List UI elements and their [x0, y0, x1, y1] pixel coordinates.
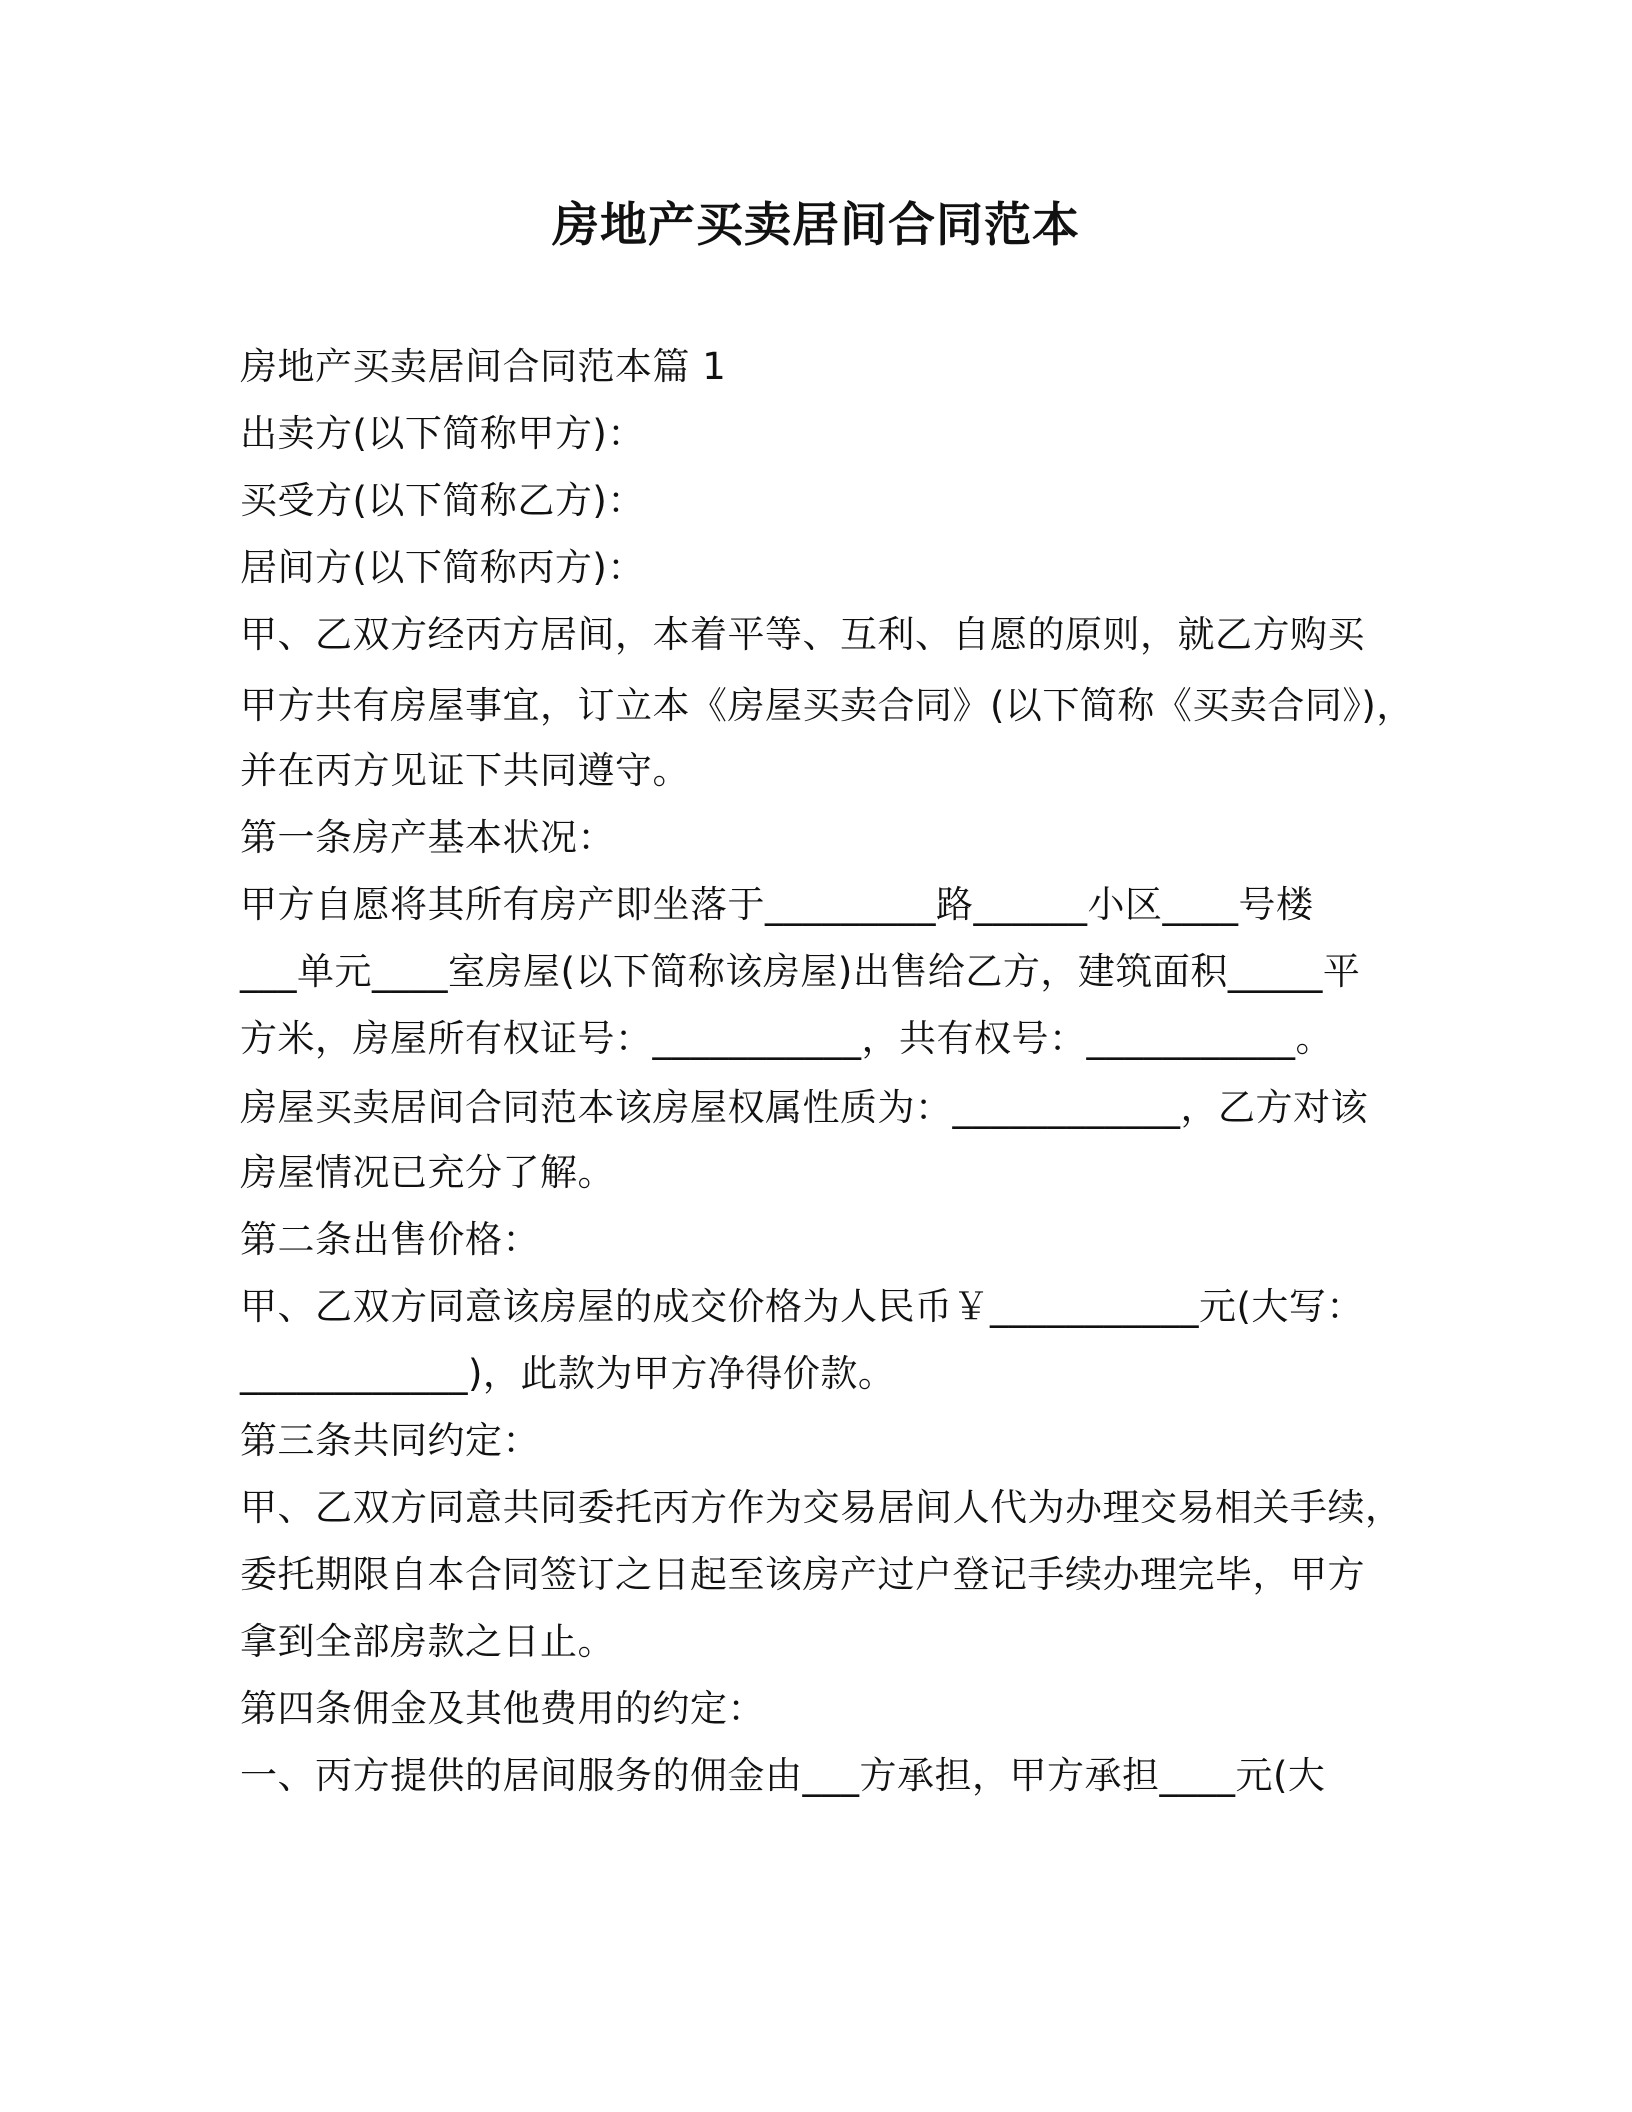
- preamble-line: 并在丙方见证下共同遵守。: [240, 749, 690, 792]
- article-text-line: 甲、乙双方同意共同委托丙方作为交易居间人代为办理交易相关手续，: [240, 1486, 1403, 1529]
- preamble-line: 甲方共有房屋事宜，订立本《房屋买卖合同》(以下简称《买卖合同》)，: [240, 684, 1414, 727]
- article-heading: 第三条共同约定：: [240, 1419, 540, 1462]
- article-heading: 第二条出售价格：: [240, 1218, 540, 1261]
- article-text-line: 方米，房屋所有权证号：___________，共有权号：___________。: [240, 1017, 1333, 1060]
- preamble-line: 甲、乙双方经丙方居间，本着平等、互利、自愿的原则，就乙方购买: [240, 613, 1365, 656]
- section-heading: 房地产买卖居间合同范本篇 1: [240, 345, 727, 388]
- broker-party-line: 居间方(以下简称丙方)：: [240, 546, 645, 589]
- article-text-line: 委托期限自本合同签订之日起至该房产过户登记手续办理完毕，甲方: [240, 1553, 1365, 1596]
- article-text-line: ____________)，此款为甲方净得价款。: [240, 1352, 896, 1395]
- document-title: 房地产买卖居间合同范本: [552, 198, 1080, 253]
- article-text-line: 房屋买卖居间合同范本该房屋权属性质为：____________，乙方对该: [240, 1086, 1368, 1129]
- buyer-party-line: 买受方(以下简称乙方)：: [240, 479, 645, 522]
- article-heading: 第四条佣金及其他费用的约定：: [240, 1687, 765, 1730]
- article-text-line: ___单元____室房屋(以下简称该房屋)出售给乙方，建筑面积_____平: [240, 950, 1361, 993]
- article-text-line: 拿到全部房款之日止。: [240, 1620, 615, 1663]
- article-heading: 第一条房产基本状况：: [240, 816, 615, 859]
- article-text-line: 一、丙方提供的居间服务的佣金由___方承担，甲方承担____元(大: [240, 1754, 1326, 1797]
- seller-party-line: 出卖方(以下简称甲方)：: [240, 412, 645, 455]
- article-text-line: 房屋情况已充分了解。: [240, 1151, 615, 1194]
- article-text-line: 甲方自愿将其所有房产即坐落于_________路______小区____号楼: [240, 883, 1314, 926]
- article-text-line: 甲、乙双方同意该房屋的成交价格为人民币￥___________元(大写：: [240, 1285, 1364, 1328]
